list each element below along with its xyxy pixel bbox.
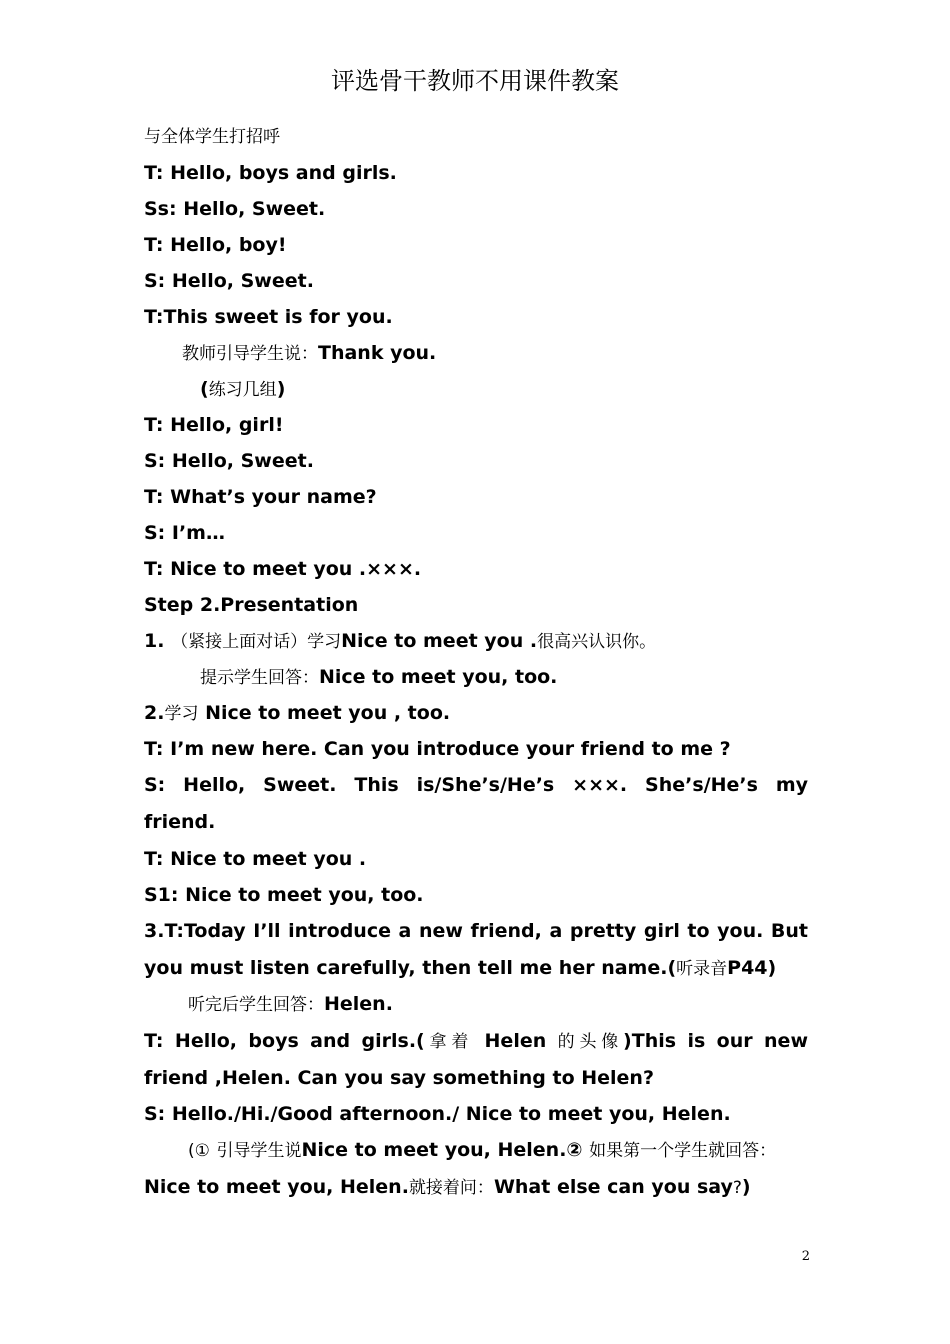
text-line: 3.T:Today I’ll introduce a new friend, a pretty girl to you. But	[144, 920, 808, 942]
text-run: P44)	[727, 957, 777, 979]
text-line	[200, 664, 808, 691]
text-line: T: What’s your name?	[144, 486, 377, 508]
text-run: (	[200, 378, 209, 400]
text-run: 引导学生说	[216, 1141, 302, 1161]
text-run: Thank you.	[318, 342, 437, 364]
text-run: ?	[732, 1178, 742, 1198]
text-run: Helen	[484, 1030, 547, 1052]
text-run: Nice to meet you, Helen.②	[301, 1139, 583, 1161]
text-line	[188, 991, 808, 1018]
text-run: )This is our new	[623, 1030, 808, 1052]
text-run: 教师引导学生说：	[182, 344, 318, 364]
text-line: Ss: Hello, Sweet.	[144, 198, 326, 220]
text-line: T: Hello, boy!	[144, 234, 287, 256]
text-line: T: Hello, boys and girls.	[144, 162, 397, 184]
text-run: 就接着问：	[408, 1178, 494, 1198]
text-line: S: Hello./Hi./Good afternoon./ Nice to meet you, Helen.	[144, 1103, 731, 1125]
text-run: 提示学生回答：	[200, 668, 319, 688]
text-line: S1: Nice to meet you, too.	[144, 884, 424, 906]
text-run: 练习几组	[208, 380, 277, 400]
text-run: 的头像	[557, 1032, 624, 1052]
text-run: )	[741, 1176, 751, 1198]
text-run: （紧接上面对话）学习	[171, 632, 342, 652]
text-line: friend.	[144, 811, 216, 833]
text-line	[144, 1174, 808, 1201]
text-line	[144, 700, 808, 727]
text-line: T: Nice to meet you .×××.	[144, 558, 422, 580]
text-line: 与全体学生打招呼	[144, 127, 280, 147]
text-line: S: Hello, Sweet. This is/She’s/He’s ×××. She’s/He’s my	[144, 774, 808, 796]
text-line: T: Nice to meet you .	[144, 848, 367, 870]
text-line: T: Hello, girl!	[144, 414, 284, 436]
text-line: S: I’m…	[144, 522, 225, 544]
text-run: What else can you say	[493, 1176, 733, 1198]
text-line: T:This sweet is for you.	[144, 306, 393, 328]
text-run: 很高兴认识你。	[537, 632, 657, 652]
section-heading: Step 2.Presentation	[144, 594, 359, 616]
text-line: friend ,Helen. Can you say something to Helen?	[144, 1067, 654, 1089]
text-run: (①	[188, 1141, 210, 1161]
text-run: 如果第一个学生就回答：	[589, 1141, 777, 1161]
text-run: 听录音	[676, 959, 728, 979]
text-run: 1.	[144, 630, 165, 652]
text-run: Nice to meet you, Helen.	[144, 1176, 409, 1198]
text-run: 学习	[164, 704, 199, 724]
text-run: Nice to meet you , too.	[205, 702, 451, 724]
text-line: T: I’m new here. Can you introduce your friend to me ?	[144, 738, 731, 760]
page-title: 评选骨干教师不用课件教案	[331, 67, 619, 95]
text-run: T: Hello, boys and girls.(	[144, 1030, 425, 1052]
text-line	[188, 1137, 818, 1164]
text-line	[144, 628, 808, 655]
text-run: 拿着	[424, 1032, 474, 1052]
page-number: 2	[801, 1249, 810, 1264]
text-run: Nice to meet you, too.	[319, 666, 558, 688]
text-run: )	[276, 378, 286, 400]
text-line	[200, 376, 808, 403]
text-run: 听完后学生回答：	[188, 995, 324, 1015]
text-run: you must listen carefully, then tell me her name.(	[144, 957, 677, 979]
text-line	[144, 955, 808, 982]
text-line: S: Hello, Sweet.	[144, 270, 314, 292]
text-run: Helen.	[324, 993, 393, 1015]
text-line	[144, 1028, 808, 1055]
text-line: S: Hello, Sweet.	[144, 450, 314, 472]
text-run: 2.	[144, 702, 165, 724]
text-run: Nice to meet you .	[341, 630, 538, 652]
text-line	[182, 340, 808, 367]
